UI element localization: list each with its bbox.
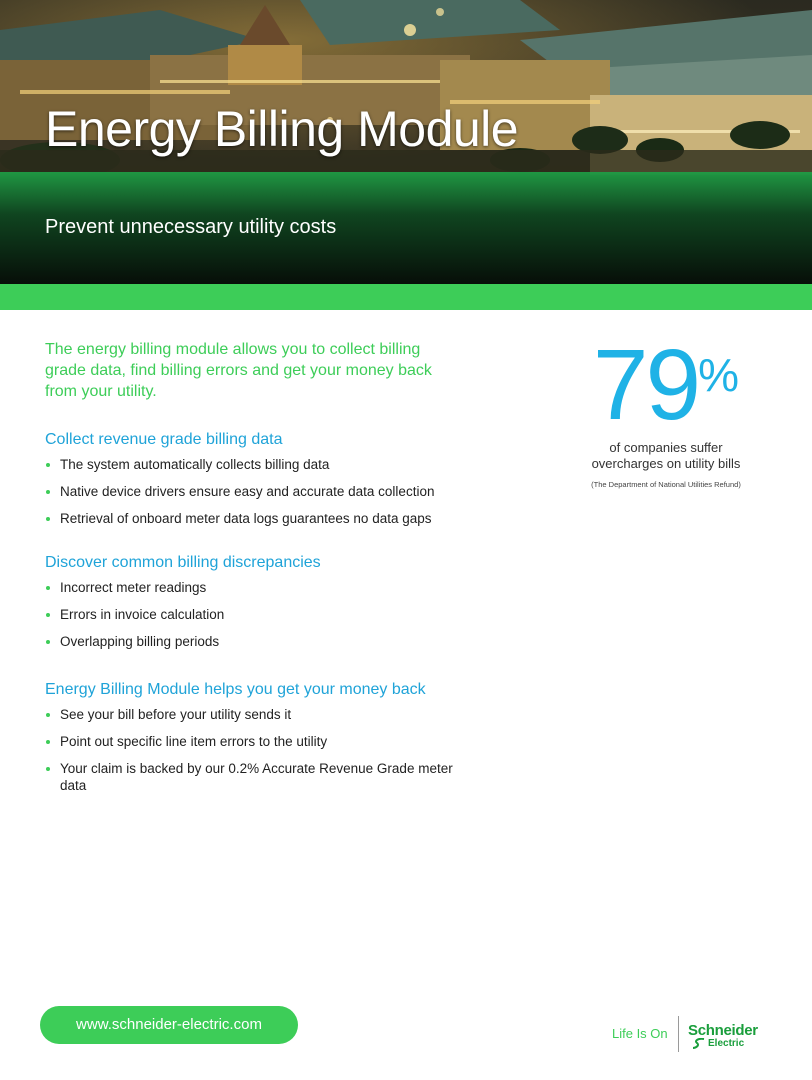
stat-description-line1: of companies suffer <box>609 440 723 455</box>
green-accent-stripe <box>0 284 812 310</box>
section-billing-discrepancies <box>45 553 465 660</box>
bullet-list <box>45 579 465 650</box>
logo-wordmark-line2: Electric <box>708 1038 745 1049</box>
section-collect-data <box>45 430 465 537</box>
website-link[interactable]: www.schneider-electric.com <box>40 1006 298 1044</box>
list-item: Errors in invoice calculation <box>45 606 465 623</box>
section-money-back <box>45 680 465 804</box>
stat-unit: % <box>698 349 740 401</box>
list-item: Incorrect meter readings <box>45 579 465 596</box>
stat-description-line2: overcharges on utility bills <box>591 456 741 471</box>
list-item: Your claim is backed by our 0.2% Accurate Revenue Grade meter data <box>45 760 465 794</box>
brand-tagline: Life Is On <box>612 1026 668 1041</box>
page-subtitle: Prevent unnecessary utility costs <box>45 216 337 238</box>
logo-mark-icon <box>692 1038 706 1049</box>
list-item: Overlapping billing periods <box>45 633 465 650</box>
brand-divider <box>678 1016 679 1052</box>
list-item: Retrieval of onboard meter data logs guarantees no data gaps <box>45 510 465 527</box>
list-item: Native device drivers ensure easy and accurate data collection <box>45 483 465 500</box>
hero-banner <box>0 0 812 310</box>
section-heading: Discover common billing discrepancies <box>45 554 321 571</box>
stat-figure <box>560 330 772 440</box>
page-title: Energy Billing Module <box>45 101 519 157</box>
bullet-list <box>45 456 465 527</box>
stat-callout <box>560 330 772 489</box>
section-heading: Collect revenue grade billing data <box>45 431 283 448</box>
list-item: See your bill before your utility sends it <box>45 706 465 723</box>
list-item: The system automatically collects billing data <box>45 456 465 473</box>
logo-wordmark-line1: Schneider <box>688 1022 758 1039</box>
bullet-list <box>45 706 465 794</box>
stat-value: 79 <box>592 329 699 441</box>
intro-paragraph: The energy billing module allows you to collect billing grade data, find billing errors and get your money back from your utility. <box>45 341 432 400</box>
schneider-electric-logo <box>686 1022 770 1050</box>
stat-source: (The Department of National Utilities Refund) <box>591 480 741 489</box>
section-heading: Energy Billing Module helps you get your money back <box>45 681 426 698</box>
list-item: Point out specific line item errors to the utility <box>45 733 465 750</box>
